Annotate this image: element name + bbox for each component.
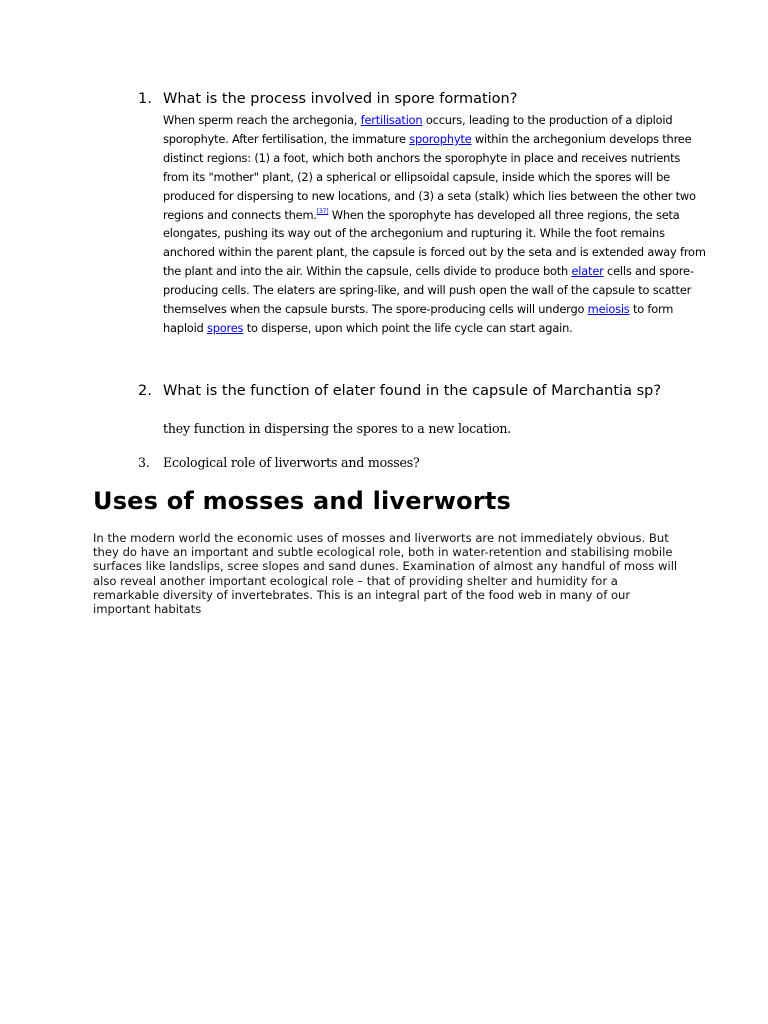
answer-text: to form haploid [163,302,674,335]
section-body: In the modern world the economic uses of mosses and liverworts are not immediately obvious. But they do have an important and subtle ecological role, both in water-retention and stabilising mobile surfaces like landslips, scree slopes and sand dunes. Examination of almost any handful of moss will also reveal another important ecological role – that of providing shelter and humidity for a remarkable diversity of invertebrates. This is an integral part of the food web in many of our important habitats [93,531,678,617]
question-1-answer [163,111,708,338]
meiosis-link[interactable]: meiosis [587,302,630,317]
question-1 [138,89,708,338]
elater-link[interactable]: elater [571,264,604,279]
question-3 [138,455,708,471]
answer-text: When the sporophyte has developed all three regions, the seta elongates, pushing its way out of the archegonium and rupturing it. While the foot remains anchored within the parent plant, the capsule is forced out by the seta and is extended away from the plant and into the air. Within the capsule, cells divide to produce both [163,207,706,279]
question-2 [138,381,708,401]
answer-text: occurs, leading to the production of a diploid sporophyte. After fertilisation, the immature [163,113,673,146]
answer-text: When sperm reach the archegonia, [163,113,361,127]
sporophyte-link[interactable]: sporophyte [409,131,472,146]
question-2-title: What is the function of elater found in the capsule of Marchantia sp? [163,383,662,399]
question-3-heading [138,455,708,471]
answer-text: to disperse, upon which point the life cycle can start again. [243,320,573,335]
question-2-answer: they function in dispersing the spores to a new location. [163,421,512,436]
question-2-heading [138,381,708,401]
citation-link[interactable]: [37] [316,207,329,215]
fertilisation-link[interactable]: fertilisation [360,113,423,127]
question-3-number: 3. [138,455,150,470]
question-1-heading [138,89,708,109]
question-1-number: 1. [138,91,152,107]
answer-text: cells and spore-producing cells. The elaters are spring-like, and will push open the wall of the capsule to scatter themselves when the capsule bursts. The spore-producing cells will undergo [163,264,694,317]
question-1-title: What is the process involved in spore formation? [163,91,518,107]
answer-text: within the archegonium develops three distinct regions: (1) a foot, which both anchors the sporophyte in place and receives nutrients from its "mother" plant, (2) a spherical or ellipsoidal capsule, inside which the spores will be produced for dispersing to new locations, and (3) a seta (stalk) which lies between the other two regions and connects them. [163,131,696,222]
question-3-title: Ecological role of liverworts and mosses? [163,455,420,470]
question-2-number: 2. [138,383,152,399]
section-heading: Uses of mosses and liverworts [93,487,512,515]
spores-link[interactable]: spores [206,320,244,335]
